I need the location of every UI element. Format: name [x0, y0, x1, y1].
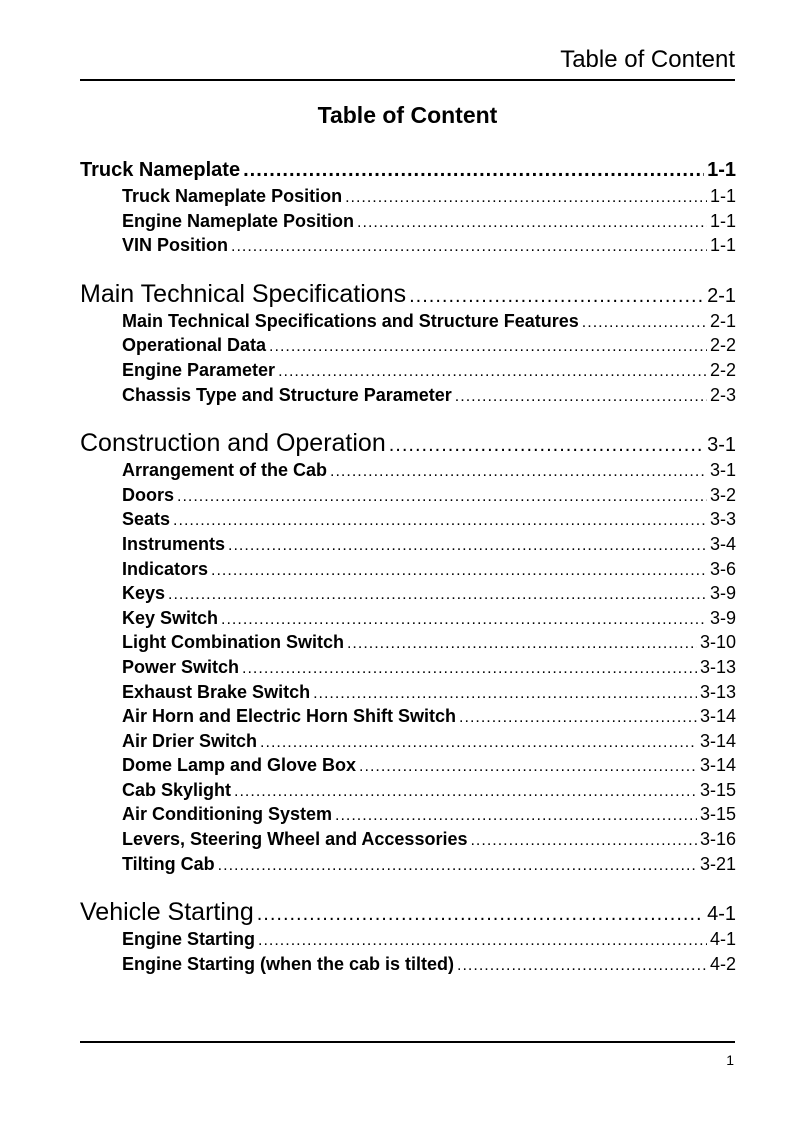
toc-entry-label: Operational Data [122, 335, 267, 356]
toc-entry-page: 3-9 [709, 607, 736, 628]
toc-entry[interactable] [80, 460, 736, 485]
toc-entry-page: 3-10 [699, 632, 736, 653]
toc-chapter-title: Construction and Operation [80, 429, 386, 458]
toc-entry[interactable] [80, 509, 736, 534]
running-header: Table of Content [560, 46, 735, 73]
toc-entry[interactable] [80, 804, 736, 829]
toc-entry-page: 3-21 [699, 853, 736, 874]
toc [80, 159, 736, 998]
dot-leader [313, 685, 697, 703]
dot-leader [330, 463, 707, 481]
toc-entry-label: Engine Parameter [122, 359, 276, 380]
toc-entry-page: 2-3 [709, 384, 736, 405]
toc-chapter[interactable] [80, 159, 736, 186]
toc-section-truck-nameplate [80, 159, 736, 260]
dot-leader [260, 734, 697, 752]
dot-leader [234, 783, 697, 801]
dot-leader [243, 159, 704, 182]
toc-entry[interactable] [80, 780, 736, 805]
toc-entry[interactable] [80, 608, 736, 633]
header-rule [80, 79, 735, 81]
toc-entry-label: Indicators [122, 558, 209, 579]
footer-rule [80, 1041, 735, 1043]
toc-entry-page: 3-15 [699, 779, 736, 800]
toc-entry-page: 3-14 [699, 730, 736, 751]
dot-leader [470, 832, 696, 850]
dot-leader [357, 214, 707, 232]
toc-entry-label: Instruments [122, 533, 226, 554]
toc-entry[interactable] [80, 534, 736, 559]
toc-entry[interactable] [80, 929, 736, 954]
toc-entry-page: 3-15 [699, 804, 736, 825]
toc-entry-page: 1-1 [709, 235, 736, 256]
toc-entry[interactable] [80, 954, 736, 979]
toc-entry[interactable] [80, 706, 736, 731]
dot-leader [211, 562, 707, 580]
toc-chapter[interactable] [80, 280, 736, 311]
toc-entry-page: 3-2 [709, 484, 736, 505]
toc-entry-label: VIN Position [122, 235, 229, 256]
toc-entry-label: Air Drier Switch [122, 730, 258, 751]
dot-leader [347, 635, 697, 653]
toc-entry-label: Truck Nameplate Position [122, 186, 343, 206]
toc-entry-page: 3-6 [709, 558, 736, 579]
dot-leader [257, 903, 704, 926]
toc-entry-label: Air Horn and Electric Horn Shift Switch [122, 706, 457, 727]
toc-entry-page: 3-4 [709, 533, 736, 554]
toc-entry-page: 3-9 [709, 583, 736, 604]
dot-leader [457, 957, 707, 975]
toc-chapter-page: 1-1 [707, 159, 736, 181]
toc-entry-label: Light Combination Switch [122, 632, 344, 653]
toc-chapter-title: Vehicle Starting [80, 898, 254, 927]
dot-leader [278, 363, 707, 381]
dot-leader [228, 537, 707, 555]
toc-entry[interactable] [80, 829, 736, 854]
toc-entry-label: Chassis Type and Structure Parameter [122, 384, 452, 405]
toc-entry-label: Key Switch [122, 607, 219, 628]
toc-entry-page: 1-1 [709, 210, 736, 231]
toc-entry[interactable] [80, 485, 736, 510]
toc-entry[interactable] [80, 755, 736, 780]
toc-entry-page: 3-14 [699, 706, 736, 727]
toc-entry[interactable] [80, 731, 736, 756]
dot-leader [455, 388, 707, 406]
dot-leader [242, 660, 697, 678]
dot-leader [459, 709, 697, 727]
toc-entry-page: 3-16 [699, 829, 736, 850]
toc-entry-label: Engine Nameplate Position [122, 210, 355, 231]
toc-entry-page: 3-14 [699, 755, 736, 776]
toc-entry-page: 3-13 [699, 681, 736, 702]
toc-section-vehicle-starting [80, 898, 736, 978]
dot-leader [582, 314, 707, 332]
toc-entry[interactable] [80, 583, 736, 608]
toc-entry[interactable] [80, 360, 736, 385]
toc-entry-page: 4-2 [709, 953, 736, 974]
toc-section-main-technical-specifications [80, 280, 736, 409]
toc-entry[interactable] [80, 559, 736, 584]
dot-leader [389, 434, 704, 457]
toc-entry[interactable] [80, 682, 736, 707]
toc-entry-label: Arrangement of the Cab [122, 460, 328, 481]
toc-entry-page: 2-1 [709, 310, 736, 331]
toc-entry-page: 3-13 [699, 656, 736, 677]
toc-entry[interactable] [80, 335, 736, 360]
dot-leader [177, 488, 707, 506]
toc-chapter[interactable] [80, 898, 736, 929]
toc-entry-label: Engine Starting [122, 929, 256, 950]
toc-entry-label: Levers, Steering Wheel and Accessories [122, 829, 468, 850]
dot-leader [218, 857, 697, 875]
toc-entry-label: Main Technical Specifications and Structure Features [122, 310, 579, 331]
toc-entry-label: Cab Skylight [122, 779, 232, 800]
toc-entry-page: 2-2 [709, 359, 736, 380]
toc-entry-label: Power Switch [122, 656, 240, 677]
document-title: Table of Content [317, 102, 498, 128]
toc-chapter-title: Main Technical Specifications [80, 279, 407, 308]
toc-chapter-page: 2-1 [707, 284, 736, 307]
dot-leader [231, 238, 707, 256]
toc-entry-label: Exhaust Brake Switch [122, 681, 311, 702]
toc-section-construction-and-operation [80, 429, 736, 878]
toc-entry[interactable] [80, 385, 736, 410]
dot-leader [409, 285, 704, 308]
toc-entry[interactable] [80, 632, 736, 657]
toc-chapter[interactable] [80, 429, 736, 460]
toc-entry-page: 2-2 [709, 335, 736, 356]
toc-entry-label: Keys [122, 583, 166, 604]
dot-leader [359, 758, 697, 776]
toc-entry[interactable] [80, 311, 736, 336]
dot-leader [168, 586, 707, 604]
toc-entry[interactable] [80, 657, 736, 682]
toc-entry-label: Doors [122, 484, 175, 505]
toc-entry-label: Dome Lamp and Glove Box [122, 755, 357, 776]
dot-leader [173, 512, 707, 530]
dot-leader [269, 338, 707, 356]
toc-entry[interactable] [80, 211, 736, 236]
dot-leader [335, 807, 697, 825]
toc-entry-label: Air Conditioning System [122, 804, 333, 825]
dot-leader [221, 611, 707, 629]
toc-entry-page: 3-1 [709, 460, 736, 481]
toc-entry-page: 1-1 [709, 186, 736, 206]
toc-entry-label: Engine Starting (when the cab is tilted) [122, 953, 455, 974]
toc-entry[interactable] [80, 854, 736, 879]
toc-entry-page: 3-3 [709, 509, 736, 530]
toc-chapter-page: 4-1 [707, 903, 736, 926]
toc-entry[interactable] [80, 235, 736, 260]
toc-entry-label: Tilting Cab [122, 853, 215, 874]
dot-leader [345, 189, 707, 207]
toc-entry-page: 4-1 [709, 929, 736, 950]
dot-leader [258, 932, 707, 950]
page-number: 1 [726, 1052, 734, 1068]
toc-entry[interactable] [80, 186, 736, 211]
toc-chapter-title: Truck Nameplate [80, 159, 241, 181]
toc-entry-label: Seats [122, 509, 171, 530]
toc-chapter-page: 3-1 [707, 434, 736, 457]
